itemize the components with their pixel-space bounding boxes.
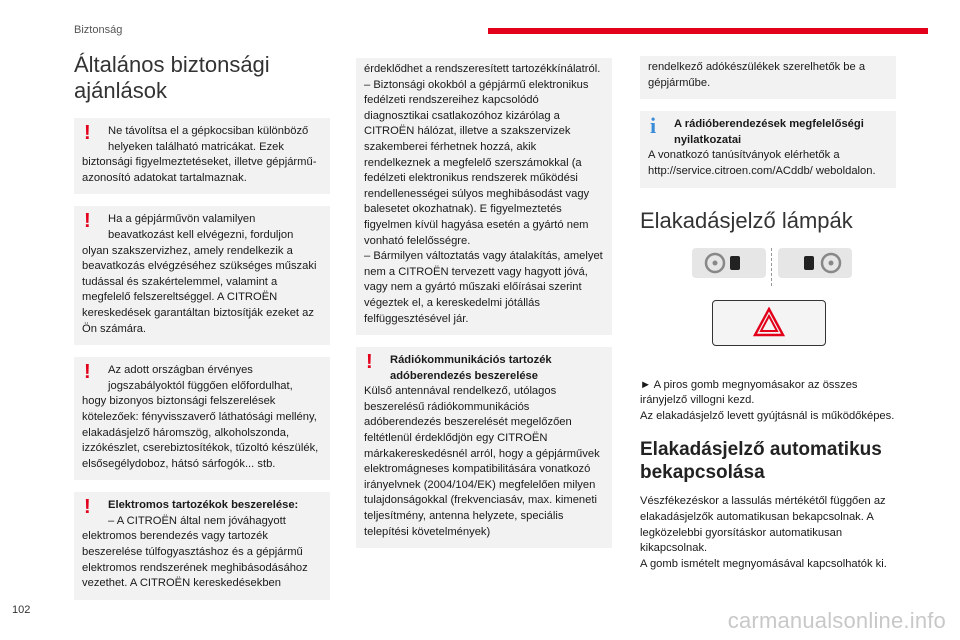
steering-wheel-right-icon — [778, 248, 852, 278]
radio-warning-text: Külső antennával rendelkező, utólagos beszerelésű rádiókommunikációs adóberendezés beszerelését megelőzően feltétlenül érdeklődjön egy CITROËN márkakereskedésnél arról, hogy a gépjárművek elektromágneses kompatibilitására vonatkozó irányelvnek (2004/104/EK) megfelelően milyen tulajdonságokkal (frekvenciasáv, max. kimeneti teljesítmény, antenna helyzete, speciális telepítési követelmények) — [364, 385, 600, 538]
info-text: A vonatkozó tanúsítványok elérhetők a http://service.citroen.com/ACddb/ weboldalon. — [648, 149, 876, 177]
warning-text-first: Ha a gépjárművön valamilyen beavatkozást kell elvégezni, forduljon — [108, 213, 294, 241]
warning-box-stickers — [74, 118, 330, 194]
warning-title: Elektromos tartozékok beszerelése: — [108, 499, 299, 512]
steering-wheel-left-icon — [692, 248, 766, 278]
warning-exclamation-icon: ! — [366, 351, 373, 374]
continued-radio-box — [640, 56, 896, 99]
hazard-text: ► A piros gomb megnyomásakor az összes irányjelző villogni kezd. Az elakadásjelző levett gyújtásnál is működőképes. — [640, 378, 895, 422]
column-2 — [356, 58, 612, 560]
warning-text-rest: elektromos berendezés vagy tartozék beszerelése túlfogyasztáshoz és a gépjármű elektromos rendszerének meghibásodásához vezethet. A CITROËN kereskedésekben — [82, 530, 308, 590]
auto-hazard-title: Elakadásjelző automatikus bekapcsolása — [640, 439, 882, 484]
hazard-illustration — [640, 248, 896, 368]
hazard-button-location-icon — [730, 256, 740, 270]
section-label: Biztonság — [74, 24, 123, 36]
warning-box-equipment — [74, 357, 330, 480]
warning-text-rest: olyan szakszervizhez, amely rendelkezik a beavatkozás elvégzéséhez szükséges műszaki tudással és szakértelemmel, valamint a megfelelő felszereltséggel. A CITROËN kereskedések garantáltan biztosítják ezeket az Ön számára. — [82, 244, 317, 335]
auto-hazard-text: Vészfékezéskor a lassulás mértékétől függően az elakadásjelzők automatikusan bekapcsolnak. A legközelebbi gyorsításkor automatikusan kikapcsolnak. A gomb ismételt megnyomásával kapcsolhatók ki. — [640, 495, 887, 570]
column-3 — [640, 56, 896, 572]
radio-warning-box — [356, 347, 612, 548]
info-box-declarations — [640, 111, 896, 187]
page-number: 102 — [12, 604, 31, 616]
warning-box-electrical — [74, 492, 330, 600]
warning-text-first: Az adott országban érvényes jogszabályoktól függően előfordulhat, — [108, 364, 293, 392]
header-accent-bar — [488, 28, 928, 34]
general-safety-title: Általános biztonsági ajánlások — [74, 52, 270, 103]
warning-exclamation-icon: ! — [84, 496, 91, 519]
column-1 — [74, 52, 330, 612]
hazard-button[interactable] — [712, 300, 826, 346]
hazard-triangle-icon — [753, 307, 785, 337]
warning-text-first: Ne távolítsa el a gépkocsiban különböző helyeken található matricákat. Ezek — [108, 125, 309, 153]
warning-exclamation-icon: ! — [84, 122, 91, 144]
hazard-button-location-icon — [804, 256, 814, 270]
watermark: carmanualsonline.info — [727, 608, 946, 633]
radio-warning-title: Rádiókommunikációs tartozék adóberendezés beszerelése — [390, 354, 552, 382]
continued-radio-text: rendelkező adókészülékek szerelhetők be a gépjárműbe. — [648, 61, 866, 89]
info-icon: i — [650, 113, 657, 139]
continued-warning-box — [356, 58, 612, 335]
warning-text-rest: hogy bizonyos biztonsági felszerelések kötelezőek: fényvisszaverő láthatósági mellény, elakadásjelző háromszög, alkoholszonda, izzókészlet, cserebiztosítékok, tűzoltó készülék, elsősegélydoboz, hátsó sárfogók... stb. — [82, 395, 319, 470]
info-title: A rádióberendezések megfelelőségi nyilatkozatai — [674, 118, 864, 146]
warning-text-first: – A CITROËN által nem jóváhagyott — [108, 514, 286, 527]
warning-exclamation-icon: ! — [84, 361, 91, 384]
warning-exclamation-icon: ! — [84, 210, 91, 233]
warning-box-service — [74, 206, 330, 345]
illustration-divider — [771, 248, 772, 286]
warning-text-rest: biztonsági figyelmeztetéseket, illetve gépjármű-azonosító adatokat tartalmaznak. — [82, 156, 317, 184]
hazard-lights-title: Elakadásjelző lámpák — [640, 207, 853, 233]
continued-warning-text: érdeklődhet a rendszeresített tartozékkínálatról. – Biztonsági okokból a gépjármű elektronikus fedélzeti rendszereihez kapcsolódó diagnosztikai csatlakozóhoz kizárólag a CITROËN hálózat, illetve a szakszervizek szakemberei férhetnek hozzá, akik rendelkeznek a megfelelő szerszámokkal (a fedélzeti elektronikus rendszerek működési rendellenességei súlyos meghibásodást vagy balesetet okozhatnak). E figyelmeztetés figyelmen kívül hagyása esetén a gyártó nem vonható felelősségre. – Bármilyen változtatás vagy átalakítás, amelyet nem a CITROËN tervezett vagy hagyott jóvá, vagy nem a gyártó műszaki előírásai szerint végeztek el, a kereskedelmi jótállás felfüggesztésével jár. — [364, 63, 603, 325]
